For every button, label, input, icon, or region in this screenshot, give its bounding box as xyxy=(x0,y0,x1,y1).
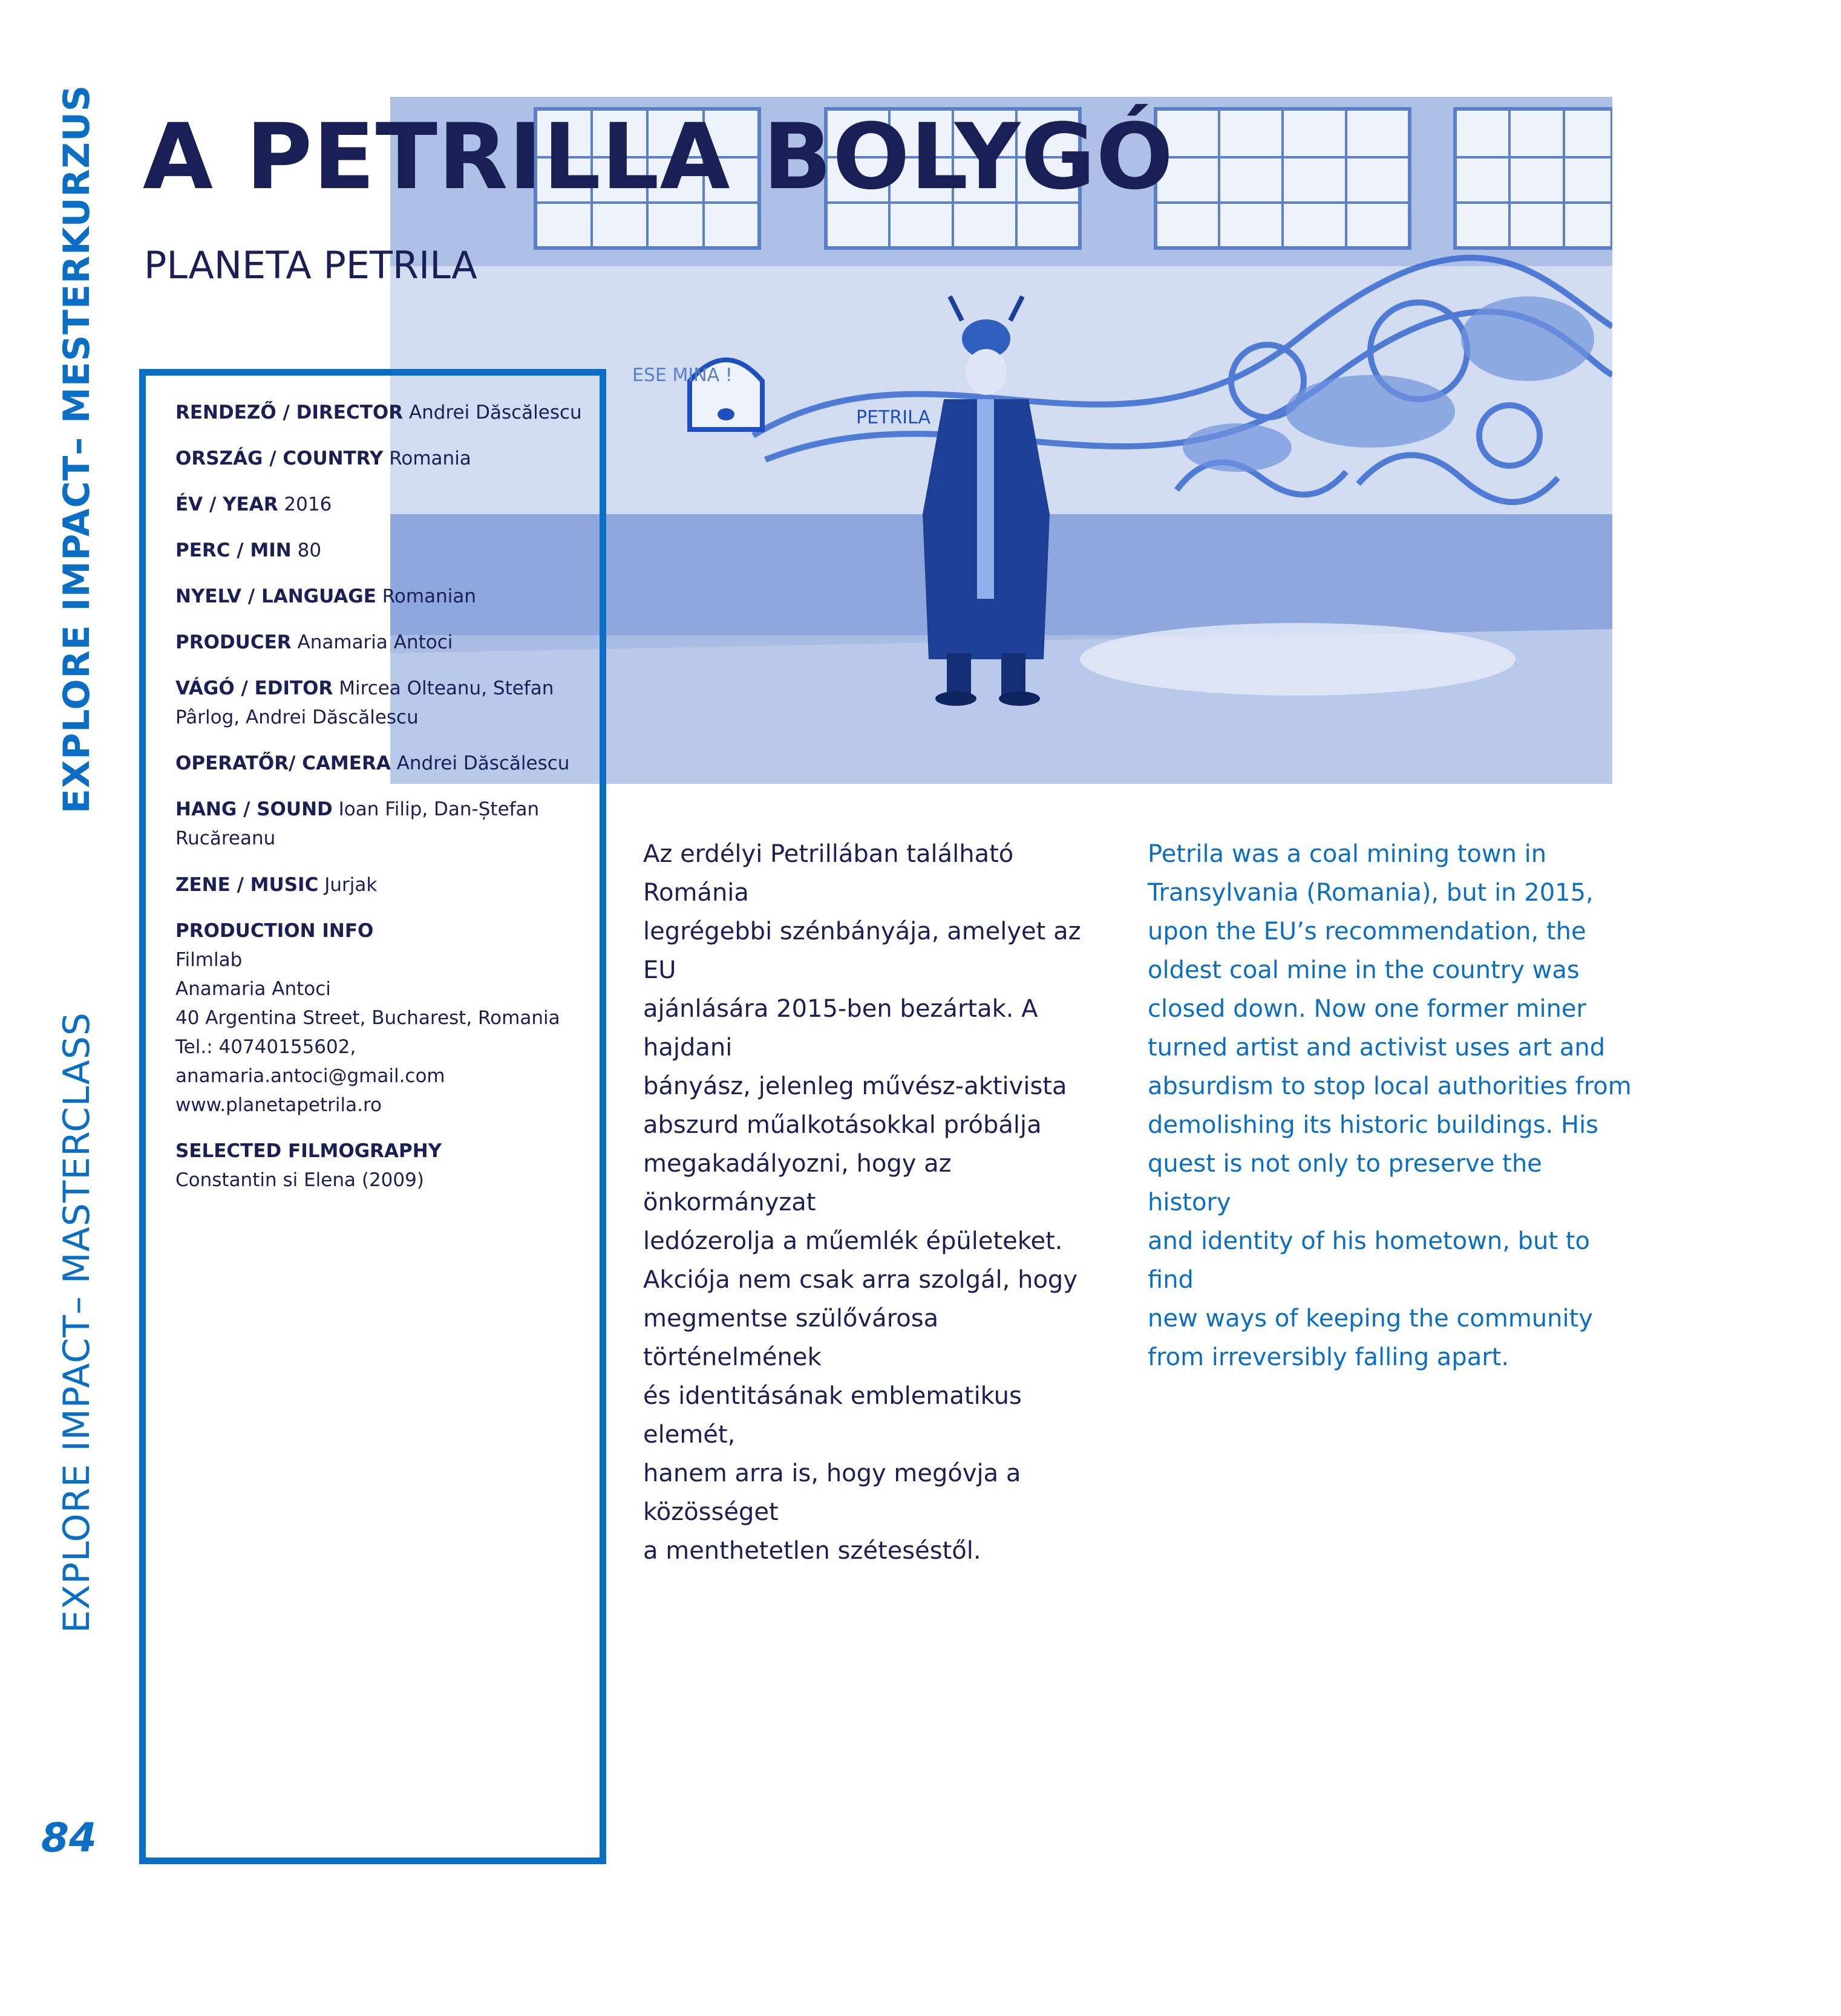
credit-editor xyxy=(175,674,593,732)
synopsis-line: upon the EU’s recommendation, the xyxy=(1148,918,1586,945)
synopsis-line: quest is not only to preserve the history xyxy=(1148,1150,1542,1216)
credit-music xyxy=(175,870,593,899)
credit-value: Romania xyxy=(389,448,471,470)
synopsis-line: ledózerolja a műemlék épületeket. xyxy=(643,1227,1063,1255)
credit-label: HANG / SOUND xyxy=(175,798,333,821)
synopsis-line: megakadályozni, hogy az önkormányzat xyxy=(643,1150,952,1216)
synopsis-line: abszurd műalkotásokkal próbálja xyxy=(643,1111,1042,1139)
credit-value: 80 xyxy=(297,540,322,562)
production-info-line: Anamaria Antoci xyxy=(175,977,331,1000)
filmography-label: SELECTED FILMOGRAPHY xyxy=(175,1140,442,1162)
wall-writing-petrila: PETRILA xyxy=(856,407,930,428)
credit-label: NYELV / LANGUAGE xyxy=(175,586,376,608)
credit-label: OPERATŐR/ CAMERA xyxy=(175,752,391,775)
credit-label: ÉV / YEAR xyxy=(175,494,278,516)
wall-writing: ESE MINA ! xyxy=(632,365,733,386)
synopsis-line: megmentse szülővárosa történelmének xyxy=(643,1305,939,1371)
synopsis-line: and identity of his hometown, but to find xyxy=(1148,1227,1590,1294)
credit-language xyxy=(175,582,593,611)
credit-value: 2016 xyxy=(284,494,332,516)
film-title: A PETRILLA BOLYGÓ xyxy=(143,105,1174,210)
credit-label: VÁGÓ / EDITOR xyxy=(175,677,333,700)
synopsis-line: from irreversibly falling apart. xyxy=(1148,1343,1509,1371)
production-info-line: Tel.: 40740155602, xyxy=(175,1036,356,1058)
synopsis-hungarian xyxy=(643,835,1115,1570)
synopsis-line: Transylvania (Romania), but in 2015, xyxy=(1148,879,1594,907)
synopsis-line: a menthetetlen széteséstől. xyxy=(643,1537,981,1565)
synopsis-line: absurdism to stop local authorities from xyxy=(1148,1072,1632,1100)
credit-camera xyxy=(175,749,593,778)
credit-producer xyxy=(175,628,593,657)
credit-country xyxy=(175,444,593,473)
credit-value: Ioan Filip, Dan-Ștefan Rucăreanu xyxy=(175,798,540,850)
synopsis-line: demolishing its historic buildings. His xyxy=(1148,1111,1599,1139)
credit-label: PERC / MIN xyxy=(175,540,292,562)
synopsis-line: new ways of keeping the community xyxy=(1148,1305,1593,1333)
production-info-label: PRODUCTION INFO xyxy=(175,919,374,942)
synopsis-line: turned artist and activist uses art and xyxy=(1148,1034,1606,1062)
credit-value: Andrei Dăscălescu xyxy=(408,402,582,423)
credit-value: Jurjak xyxy=(324,873,378,896)
synopsis-line: legrégebbi szénbányája, amelyet az EU xyxy=(643,918,1081,984)
original-title: PLANETA PETRILA xyxy=(144,243,477,287)
synopsis-line: Akciója nem csak arra szolgál, hogy xyxy=(643,1266,1077,1294)
production-website[interactable]: www.planetapetrila.ro xyxy=(175,1094,382,1116)
credit-value: Romanian xyxy=(382,586,476,608)
synopsis-line: ajánlására 2015-ben bezártak. A hajdani xyxy=(643,995,1038,1062)
synopsis-line: és identitásának emblematikus elemét, xyxy=(643,1382,1022,1449)
section-label-en: EXPLORE IMPACT– MASTERCLASS xyxy=(56,1012,98,1633)
synopsis-english xyxy=(1148,835,1632,1377)
credit-label: ZENE / MUSIC xyxy=(175,873,319,896)
synopsis-line: bányász, jelenleg művész-aktivista xyxy=(643,1072,1067,1100)
credit-year xyxy=(175,490,593,519)
credits-list xyxy=(175,398,593,1212)
synopsis-line: Petrila was a coal mining town in xyxy=(1148,840,1547,868)
production-email[interactable]: anamaria.antoci@gmail.com xyxy=(175,1065,445,1087)
synopsis-line: hanem arra is, hogy megóvja a közösséget xyxy=(643,1460,1021,1526)
filmography-item: Constantin si Elena (2009) xyxy=(175,1169,424,1191)
credit-value: Anamaria Antoci xyxy=(297,631,453,654)
production-info-line: Filmlab xyxy=(175,948,243,971)
credit-label: ORSZÁG / COUNTRY xyxy=(175,448,384,470)
section-label-hu: EXPLORE IMPACT– MESTERKURZUS xyxy=(56,84,98,814)
credit-label: RENDEZŐ / DIRECTOR xyxy=(175,402,404,423)
credit-director xyxy=(175,398,593,427)
credit-label: PRODUCER xyxy=(175,631,292,654)
credit-value: Andrei Dăscălescu xyxy=(396,752,570,775)
production-info xyxy=(175,916,593,1120)
page-number: 84 xyxy=(41,1815,97,1861)
credit-value: Mircea Olteanu, Stefan Pârlog, Andrei Dăscălescu xyxy=(175,677,554,729)
synopsis-line: closed down. Now one former miner xyxy=(1148,995,1586,1023)
credit-sound xyxy=(175,795,593,853)
synopsis-line: oldest coal mine in the country was xyxy=(1148,956,1580,984)
credit-runtime xyxy=(175,536,593,565)
filmography xyxy=(175,1137,593,1195)
production-info-line: 40 Argentina Street, Bucharest, Romania xyxy=(175,1006,560,1029)
synopsis-line: Az erdélyi Petrillában található Románia xyxy=(643,840,1014,907)
